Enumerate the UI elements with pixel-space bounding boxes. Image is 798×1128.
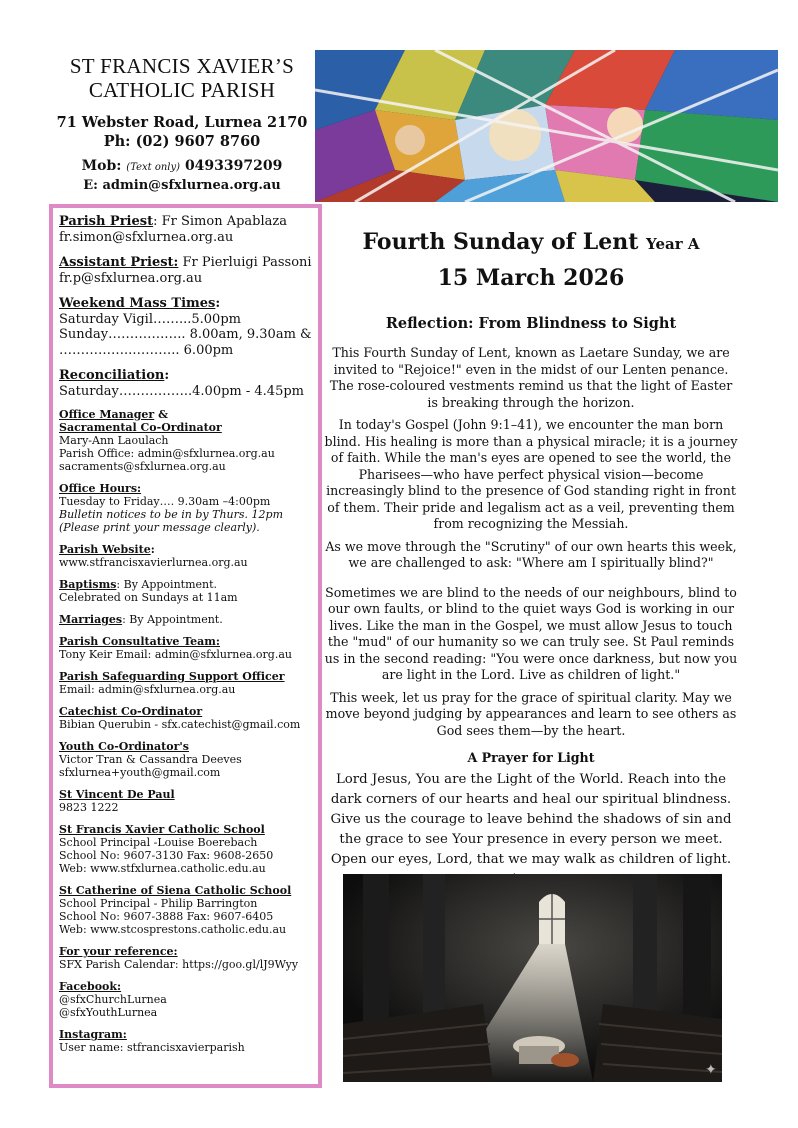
parish-name-line1: ST FRANCIS XAVIER’S bbox=[69, 54, 295, 78]
mobile-line bbox=[48, 157, 316, 177]
sfx-school-heading: St Francis Xavier Catholic School bbox=[59, 823, 265, 836]
mass-times-colon: : bbox=[215, 296, 221, 311]
office-manager-email: Parish Office: admin@sfxlurnea.org.au bbox=[59, 447, 275, 460]
parish-website-heading: Parish Website bbox=[59, 543, 151, 556]
parish-website-url[interactable]: www.stfrancisxavierlurnea.org.au bbox=[59, 556, 248, 569]
office-hours-heading: Office Hours: bbox=[59, 482, 142, 495]
parish-phone: Ph: (02) 9607 8760 bbox=[103, 133, 261, 150]
baptisms-value: : By Appointment. bbox=[116, 578, 218, 591]
parish-address-block bbox=[48, 113, 316, 151]
office-manager bbox=[59, 408, 318, 473]
church-interior-graphic bbox=[343, 874, 722, 1082]
baptisms bbox=[59, 578, 318, 604]
st-catherine-web: Web: www.stcosprestons.catholic.edu.au bbox=[59, 923, 287, 936]
facebook-youth: @sfxYouthLurnea bbox=[59, 1006, 158, 1019]
parish-email: E: admin@sfxlurnea.org.au bbox=[83, 178, 281, 193]
facebook bbox=[59, 980, 318, 1019]
office-manager-amp: & bbox=[154, 408, 168, 421]
safeguarding-officer bbox=[59, 670, 318, 696]
prayer-heading: A Prayer for Light bbox=[467, 750, 595, 765]
parish-priest-name: : Fr Simon Apablaza bbox=[153, 214, 287, 229]
parish-website-colon: : bbox=[150, 543, 155, 556]
stained-glass-graphic bbox=[315, 50, 778, 202]
parish-priest-email: fr.simon@sfxlurnea.org.au bbox=[59, 229, 234, 245]
reference-heading: For your reference: bbox=[59, 945, 178, 958]
office-hours bbox=[59, 482, 318, 534]
bulletin-note-2: (Please print your message clearly). bbox=[59, 521, 260, 534]
sacramental-coordinator-heading: Sacramental Co-Ordinator bbox=[59, 421, 222, 434]
assistant-priest-heading: Assistant Priest: bbox=[59, 255, 179, 270]
consultative-team-heading: Parish Consultative Team: bbox=[59, 635, 220, 648]
reflection-paragraph-5: This week, let us pray for the grace of spiritual clarity. May we move beyond judging by appearances and learn to see others as God sees them—by the heart. bbox=[325, 689, 737, 738]
reflection-paragraph-1: This Fourth Sunday of Lent, known as Laetare Sunday, we are invited to "Rejoice!" even in the midst of our Lenten penance. The rose-coloured vestments remind us that the light of Easter is breaking through the horizon. bbox=[329, 345, 733, 410]
st-vincent-de-paul bbox=[59, 788, 318, 814]
office-hours-value: Tuesday to Friday…. 9.30am –4:00pm bbox=[59, 495, 271, 508]
svdp-heading: St Vincent De Paul bbox=[59, 788, 175, 801]
svdp-phone: 9823 1222 bbox=[59, 801, 119, 814]
sfx-school-phone: School No: 9607-3130 Fax: 9608-2650 bbox=[59, 849, 274, 862]
parish-name bbox=[48, 54, 316, 102]
mobile-label: Mob: bbox=[81, 158, 122, 174]
catechist-heading: Catechist Co-Ordinator bbox=[59, 705, 203, 718]
reflection-paragraph-3: As we move through the "Scrutiny" of our own hearts this week, we are challenged to ask: "Where am I spiritually blind?" bbox=[325, 538, 737, 570]
reconciliation-colon: : bbox=[164, 368, 170, 383]
facebook-church: @sfxChurchLurnea bbox=[59, 993, 167, 1006]
reference bbox=[59, 945, 318, 971]
reconciliation-time: Saturday……………..4.00pm - 4.45pm bbox=[59, 383, 304, 399]
st-catherine-school bbox=[59, 884, 318, 936]
assistant-priest-name: Fr Pierluigi Passoni bbox=[178, 255, 312, 270]
marriages-heading: Marriages bbox=[59, 613, 123, 626]
prayer-text: Lord Jesus, You are the Light of the World. Reach into the dark corners of our hearts and heal our spiritual blindness. Give us the courage to leave behind the shadows of sin and the grace to see Your presence in every person we meet. Open our eyes, Lord, that we may walk as children of light. bbox=[330, 772, 732, 867]
stained-glass-image bbox=[315, 50, 778, 202]
safeguarding-email: Email: admin@sfxlurnea.org.au bbox=[59, 683, 236, 696]
baptisms-heading: Baptisms bbox=[59, 578, 117, 591]
office-manager-name: Mary-Ann Laoulach bbox=[59, 434, 169, 447]
catechist-value: Bibian Querubin - sfx.catechist@gmail.com bbox=[59, 718, 301, 731]
youth-heading: Youth Co-Ordinator's bbox=[59, 740, 189, 753]
reflection-heading: Reflection: From Blindness to Sight bbox=[385, 315, 677, 332]
consultative-team bbox=[59, 635, 318, 661]
assistant-priest-email: fr.p@sfxlurnea.org.au bbox=[59, 270, 203, 286]
parish-priest-heading: Parish Priest bbox=[59, 214, 154, 229]
parish-contacts-sidebar bbox=[49, 204, 322, 1088]
instagram bbox=[59, 1028, 318, 1054]
instagram-username: User name: stfrancisxavierparish bbox=[59, 1041, 245, 1054]
baptisms-note: Celebrated on Sundays at 11am bbox=[59, 591, 238, 604]
svg-text:✦: ✦ bbox=[705, 1062, 717, 1078]
bulletin-note: Bulletin notices to be in by Thurs. 12pm bbox=[59, 508, 284, 521]
reflection-paragraph-4: Sometimes we are blind to the needs of our neighbours, blind to our own faults, or blind to the quiet ways God is working in our lives. Like the man in the Gospel, we must allow Jesus to touch the "mud" of our humanity so we can truly see. St Paul reminds us in the second reading: "You were once darkness, but now you are light in the Lord. Live as children of light." bbox=[324, 584, 738, 682]
title-text: Fourth Sunday of Lent bbox=[362, 229, 639, 255]
sfx-school bbox=[59, 823, 318, 875]
sacraments-email: sacraments@sfxlurnea.org.au bbox=[59, 460, 226, 473]
office-manager-heading: Office Manager bbox=[59, 408, 155, 421]
bulletin-date: 15 March 2026 bbox=[437, 265, 625, 291]
catechist-coordinator bbox=[59, 705, 318, 731]
parish-name-line2: CATHOLIC PARISH bbox=[88, 78, 276, 102]
sfx-school-principal: School Principal -Louise Boerebach bbox=[59, 836, 258, 849]
st-catherine-phone: School No: 9607-3888 Fax: 9607-6405 bbox=[59, 910, 274, 923]
parish-header bbox=[48, 50, 316, 195]
youth-coordinators bbox=[59, 740, 318, 779]
instagram-heading: Instagram: bbox=[59, 1028, 127, 1041]
parish-website bbox=[59, 543, 318, 569]
assistant-priest bbox=[59, 255, 318, 286]
safeguarding-heading: Parish Safeguarding Support Officer bbox=[59, 670, 285, 683]
mass-sunday: Sunday………….….. 8.00am, 9.30am & bbox=[59, 327, 312, 342]
youth-email: sfxlurnea+youth@gmail.com bbox=[59, 766, 221, 779]
mobile-note: (Text only) bbox=[126, 162, 181, 173]
mass-times bbox=[59, 296, 318, 358]
mass-saturday: Saturday Vigil……...5.00pm bbox=[59, 311, 241, 327]
page-title bbox=[324, 227, 738, 259]
reconciliation bbox=[59, 368, 318, 399]
sfx-school-web: Web: www.stfxlurnea.catholic.edu.au bbox=[59, 862, 266, 875]
st-catherine-school-heading: St Catherine of Siena Catholic School bbox=[59, 884, 292, 897]
mobile-number: 0493397209 bbox=[184, 158, 283, 174]
marriages bbox=[59, 613, 318, 626]
liturgical-year: Year A bbox=[646, 235, 700, 253]
marriages-value: : By Appointment. bbox=[122, 613, 223, 626]
parish-calendar-link[interactable]: SFX Parish Calendar: https://goo.gl/lJ9Wyy bbox=[59, 958, 299, 971]
st-catherine-principal: School Principal - Philip Barrington bbox=[59, 897, 258, 910]
reconciliation-heading: Reconciliation bbox=[59, 368, 165, 383]
youth-names: Victor Tran & Cassandra Deeves bbox=[59, 753, 242, 766]
mass-sunday-evening: ……………..……….. 6.00pm bbox=[59, 342, 234, 358]
church-interior-image bbox=[343, 874, 722, 1082]
facebook-heading: Facebook: bbox=[59, 980, 122, 993]
mass-times-heading: Weekend Mass Times bbox=[59, 296, 216, 311]
reflection-paragraph-2: In today's Gospel (John 9:1–41), we encounter the man born blind. His healing is more than a physical miracle; it is a journey of faith. While the man's eyes are opened to see the world, the Pharisees—who have perfect physical vision—become increasingly blind to the presence of God standing right in front of them. Their pride and legalism act as a veil, preventing them from recognizing the Messiah. bbox=[324, 417, 738, 531]
parish-priest bbox=[59, 214, 318, 245]
main-content bbox=[324, 222, 738, 890]
parish-address: 71 Webster Road, Lurnea 2170 bbox=[56, 114, 308, 131]
consultative-team-value: Tony Keir Email: admin@sfxlurnea.org.au bbox=[59, 648, 292, 661]
